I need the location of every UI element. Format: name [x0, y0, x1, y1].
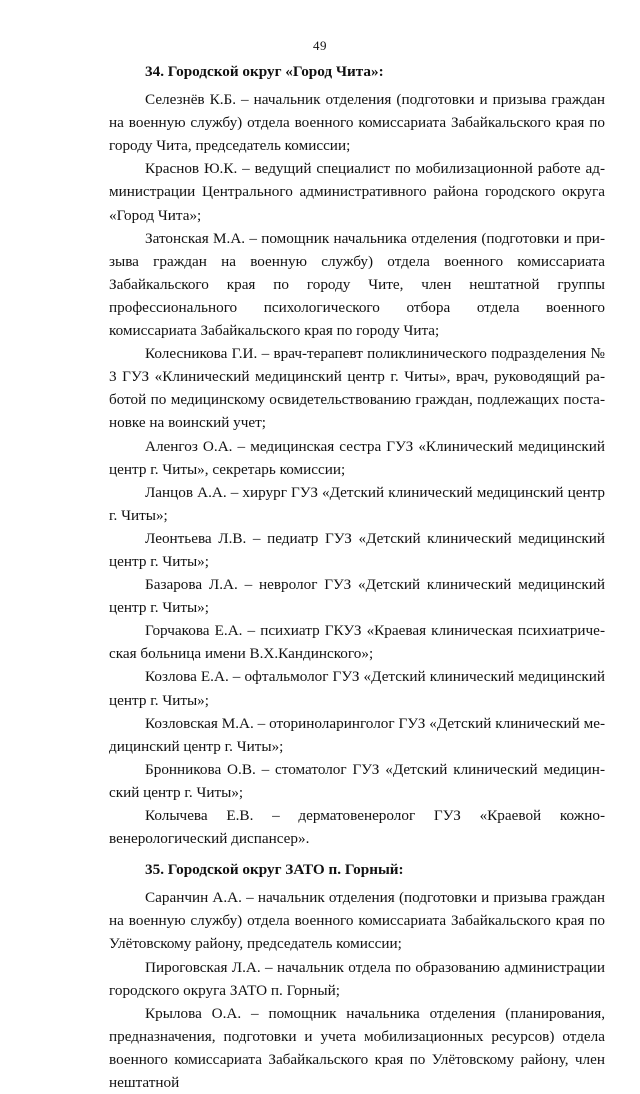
member-entry: Краснов Ю.К. – ведущий специалист по мобилизационной работе администрации Центрального административного района городского округа «Город Чита»; [109, 160, 605, 224]
section-heading: 35. Городской округ ЗАТО п. Горный: [145, 861, 404, 879]
page-number: 49 [313, 38, 327, 53]
member-entry: Крылова О.А. – помощник начальника отделения (планирования, предназначения, подготовки и учета мобилизационных ресурсов) отдела военного комиссариата Забайкальского края по Улётовскому району, член нештатной [109, 1004, 605, 1092]
member-entry: Саранчин А.А. – начальник отделения (подготовки и призыва граждан на военную службу) отдела военного комиссариата Забайкальского края по Улётовскому району, председатель комиссии; [109, 889, 605, 953]
member-entry: Колесникова Г.И. – врач-терапевт поликлинического подразделения № 3 ГУЗ «Клинический медицинский центр г. Читы», врач, руководящий работой по медицинскому освидетельствованию граждан, подлежащих постановке на воинский учет; [109, 345, 605, 432]
member-entry: Колычева Е.В. – дерматовенеролог ГУЗ «Краевой кожновенерологический диспансер». [109, 807, 605, 848]
member-entry: Бронникова О.В. – стоматолог ГУЗ «Детский клинический медицинский центр г. Читы»; [109, 760, 605, 801]
member-entry: Ланцов А.А. – хирург ГУЗ «Детский клинический медицинский центр г. Читы»; [109, 483, 605, 524]
section-35 [109, 858, 605, 1094]
section-34 [109, 60, 605, 850]
member-entry: Затонская М.А. – помощник начальника отделения (подготовки и призыва граждан на военную службу) отдела военного комиссариата Забайкальского края по городу Чите, член нештатной группы профессионального психологического отбора отдела военного комиссариата Забайкальского края по городу Чита; [109, 229, 605, 340]
member-entry: Козлова Е.А. – офтальмолог ГУЗ «Детский клинический медицинский центр г. Читы»; [109, 668, 605, 709]
member-entry: Базарова Л.А. – невролог ГУЗ «Детский клинический медицинский центр г. Читы»; [109, 576, 605, 617]
member-entry: Пироговская Л.А. – начальник отдела по образованию администрации городского округа ЗАТО п. Горный; [109, 958, 605, 999]
member-entry: Леонтьева Л.В. – педиатр ГУЗ «Детский клинический медицинский центр г. Читы»; [109, 529, 605, 570]
section-heading: 34. Городской округ «Город Чита»: [145, 63, 384, 80]
member-entry: Селезнёв К.Б. – начальник отделения (подготовки и призыва граждан на военную службу) отдела военного комиссариата Забайкальского края по городу Чита, председатель комиссии; [109, 91, 605, 155]
document-body [109, 60, 605, 1094]
member-entry: Козловская М.А. – оториноларинголог ГУЗ «Детский клинический медицинский центр г. Читы»; [109, 714, 605, 755]
member-entry: Аленгоз О.А. – медицинская сестра ГУЗ «Клинический медицинский центр г. Читы», секретарь комиссии; [109, 437, 605, 478]
member-entry: Горчакова Е.А. – психиатр ГКУЗ «Краевая клиническая психиатрическая больница имени В.Х.Кандинского»; [109, 622, 605, 663]
